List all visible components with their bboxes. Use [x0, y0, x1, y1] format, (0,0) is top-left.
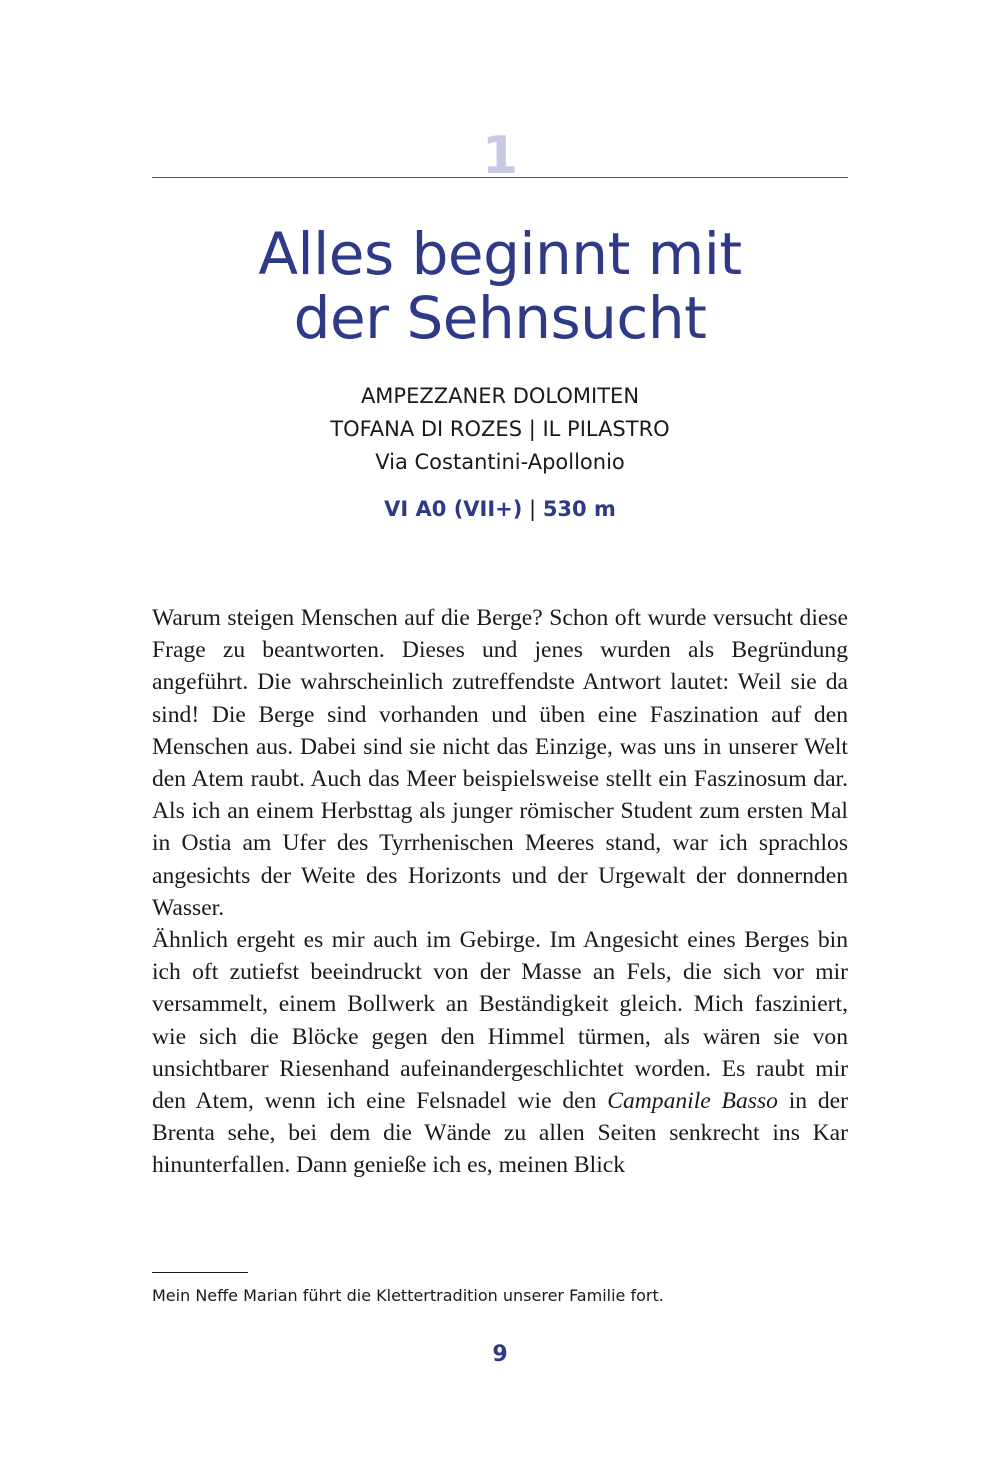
- paragraph-2-text-b: in der Brenta sehe, bei dem die Wände zu allen Seiten senkrecht ins Kar hinunterfallen. Dann genieße ich es, meinen Blick: [152, 1088, 849, 1179]
- body-text: [152, 602, 848, 1182]
- chapter-title-line-1: Alles beginnt mit: [258, 220, 742, 288]
- italic-place-name: Campanile Basso: [607, 1088, 778, 1115]
- chapter-heading: [152, 128, 848, 184]
- subtitle-route: Via Costantini-Apollonio: [375, 450, 625, 474]
- body-paragraph-2: [152, 924, 848, 1182]
- grade-line: [152, 494, 848, 524]
- chapter-title: [152, 222, 848, 350]
- subtitle-peak: TOFANA DI ROZES | IL PILASTRO: [330, 417, 670, 441]
- paragraph-2-text-a: Ähnlich ergeht es mir auch im Gebirge. Im Angesicht eines Berges bin ich oft zutiefst beeindruckt von der Masse an Fels, die sich vor mir versammelt, einem Bollwerk an Beständigkeit gleich. Mich fasziniert, wie sich die Blöcke gegen den Himmel türmen, als wären sie von unsichtbarer Riesenhand aufeinandergeschlichtet worden. Es raubt mir den Atem, wenn ich eine Felsnadel wie den: [152, 927, 848, 1115]
- route-subtitle: [152, 380, 848, 479]
- grade-separator: |: [522, 497, 543, 521]
- page-number: 9: [492, 1342, 508, 1367]
- route-difficulty: VI A0 (VII+): [384, 497, 523, 521]
- footnote: Mein Neffe Marian führt die Klettertradition unserer Familie fort.: [152, 1286, 664, 1305]
- footnote-rule: [152, 1272, 248, 1273]
- chapter-number: 1: [481, 126, 519, 186]
- body-paragraph-1: Warum steigen Menschen auf die Berge? Schon oft wurde versucht diese Frage zu beantworten. Dieses und jenes wurden als Begründung angeführt. Die wahrscheinlich zutreffendste Antwort lautet: Weil sie da sind! Die Berge sind vorhanden und üben eine Faszination auf den Menschen aus. Dabei sind sie nicht das Einzige, was uns in unserer Welt den Atem raubt. Auch das Meer beispielsweise stellt ein Faszinosum dar. Als ich an einem Herbsttag als junger römischer Student zum ersten Mal in Ostia am Ufer des Tyrrhenischen Meeres stand, war ich sprachlos angesichts der Weite des Horizonts und der Urgewalt der donnernden Wasser.: [152, 605, 848, 921]
- route-length: 530 m: [542, 497, 616, 521]
- chapter-title-line-2: der Sehnsucht: [293, 284, 707, 352]
- subtitle-region: AMPEZZANER DOLOMITEN: [360, 384, 640, 408]
